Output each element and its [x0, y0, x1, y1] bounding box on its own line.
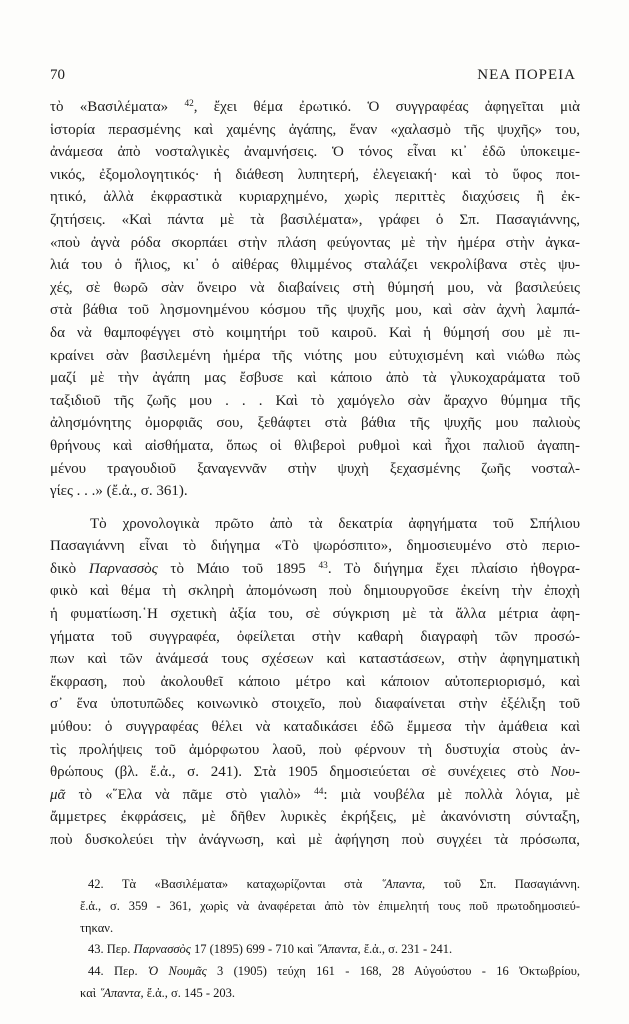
text-line	[50, 716, 580, 739]
text-line	[50, 367, 580, 390]
text-run: δικὸ	[50, 560, 89, 577]
text-line	[50, 435, 580, 458]
text-run: ταξιδιοῦ τῆς ζωῆς μου . . . Καὶ τὸ χαμόγελο σὰν ἄραχνο θύμημα τῆς	[50, 392, 580, 409]
text-run: ἀνάμεσα ἀπὸ νοσταλγικὲς ἀναμνήσεις. Ὁ τόνος εἶναι κι᾽ ἐδῶ ὑποκειμε-	[50, 144, 580, 161]
text-run: ἔκφραση, ποὺ ἀκολουθεῖ κάποιο μέτρο καὶ κάποιον αὐτοπεριορισμό, καὶ	[50, 673, 580, 690]
text-run: 17 (1895) 699 - 710 καὶ	[190, 942, 317, 957]
footnote-43	[80, 939, 580, 961]
text-run: τὶς προλήψεις τοῦ ἀμόρφωτου λαοῦ, ποὺ φέρνουν τὴ δυστυχία στοὺς ἀν-	[50, 741, 580, 758]
text-run: τὸ Μάιο τοῦ 1895	[157, 560, 319, 577]
text-run: 43. Περ.	[88, 942, 134, 957]
text-run: τὸ «Βασιλέματα»	[50, 99, 185, 115]
text-line	[50, 164, 580, 187]
text-run: ζητήσεις. «Καὶ πάντα μὲ τὰ βασιλέματα», γράφει ὁ Σπ. Πασαγιάννης,	[50, 211, 580, 228]
italic-text: Νου-	[550, 764, 580, 781]
text-line	[50, 322, 580, 345]
text-run: μένου τραγουδιοῦ ξαναγεννᾶν στὴν ψυχὴ ξεχασμένης ζωῆς νοσταλ-	[50, 460, 580, 477]
text-run: «ποὺ ἀγνὰ ρόδα σκορπάει στὴν πλάση φεύγοντας μὲ τὴν ἡμέρα στὴν ἀγκα-	[50, 234, 580, 251]
text-line	[50, 480, 580, 503]
text-run: ἔ.ἀ., σ. 145 - 203.	[143, 985, 236, 1000]
text-run: 42. Τὰ «Βασιλέματα» καταχωρίζονται στὰ	[88, 877, 381, 891]
text-line	[50, 535, 580, 558]
paragraph-psorospito	[50, 513, 580, 852]
text-run: τηκαν.	[80, 920, 114, 935]
text-run: ἀλησμόνητης ὀμορφιᾶς σου, ξεθάφτει στὰ βάθια τῆς ψυχῆς μου παλιοὺς	[50, 415, 580, 432]
text-run: ητικό, ἀλλὰ ἐκφραστικὰ κυριαρχημένο, χωρὶς περιττὲς διαχύσεις ἢ ἐκ-	[50, 189, 580, 206]
italic-text: Παρνασσὸς	[133, 942, 191, 957]
text-run: γίες . . .» (ἔ.ἀ., σ. 361).	[50, 483, 188, 500]
text-run: θρήνους καὶ αἰσθήματα, ὅπως οἱ θλιβεροὶ ρυθμοὶ καὶ ἦχοι παλιοῦ ἀγαπη-	[50, 437, 580, 454]
italic-text: Ὁ Νουμᾶς	[147, 964, 207, 979]
text-run: γήματα τοῦ συγγραφέα, ὀφείλεται στὴν καθαρὴ διαγραφὴ τῶν προσώ-	[50, 628, 580, 645]
text-run: χές, σὲ θωρῶ σὰν ὄνειρο νὰ διαβαίνεις στὴ θύμησή μου, νὰ βασιλεύεις	[50, 279, 580, 296]
footnote-reference: 43	[318, 560, 328, 571]
text-run: ἔ.ἀ., σ. 359 - 361, χωρὶς νὰ ἀναφέρεται ἀπὸ τὸν ἐπιμελητή τους ποῦ πρωτοδημοσιεύ-	[80, 898, 580, 913]
footnote-reference: 42	[184, 98, 194, 109]
text-line	[50, 141, 580, 164]
page-number: 70	[50, 67, 65, 83]
text-run: μαζί μὲ τὴν ἀγάπη μας ἔσβυσε καὶ κάποιο ἀπὸ τὰ γλυκοχαράματα τοῦ	[50, 370, 580, 387]
text-line	[50, 761, 580, 784]
text-line	[50, 232, 580, 255]
text-run: πων καὶ τῶν ἀνάμεσά τους σχέσεων καὶ καταστάσεων, στὴν ἀφηγηματικὴ	[50, 651, 580, 668]
text-line	[50, 345, 580, 368]
text-run: κραίνει σὰν βασιλεμένη ἡμέρα τῆς νιότης μου εὐτυχισμένη καὶ νιώθω πὼς	[50, 347, 580, 364]
text-run: θρώπους (βλ. ἔ.ἀ., σ. 241). Στὰ 1905 δημοσιεύεται σὲ συνέχειες στὸ	[50, 764, 551, 781]
italic-text: Παρνασσὸς	[88, 560, 158, 577]
text-run: ἄμμετρες ἐκφράσεις, μὲ δῆθεν λυρικὲς ἐκρήξεις, μὲ ἀκανόνιστη σύνταξη,	[50, 809, 580, 826]
text-run: ποὺ δυσκολεύει τὴν ἀνάγνωση, καὶ μὲ ἀφήγηση ποὺ συγχέει τὰ πρόσωπα,	[50, 832, 580, 848]
text-line	[50, 693, 580, 716]
text-run: , ἔχει θέμα ἐρωτικό. Ὁ συγγραφέας ἀφηγεῖται μιὰ	[193, 99, 580, 115]
text-line	[50, 671, 580, 694]
text-run: 44. Περ.	[88, 964, 148, 979]
text-line	[50, 412, 580, 435]
text-line	[50, 626, 580, 649]
text-line	[50, 603, 580, 626]
text-line	[50, 648, 580, 671]
footnote-reference: 44	[314, 786, 324, 797]
text-line	[50, 119, 580, 142]
text-line	[50, 829, 580, 852]
text-line	[50, 558, 580, 581]
text-run: . Τὸ διήγημα ἔχει πλαίσιο ἠθογρα-	[327, 560, 580, 577]
text-line	[50, 784, 580, 807]
text-line	[50, 390, 580, 413]
text-line	[50, 458, 580, 481]
text-run: σ᾽ ἕνα ὑποτυπῶδες κοινωνικὸ στοιχεῖο, ποὺ διαφαίνεται στὴν ἐξέλιξη τοῦ	[50, 696, 580, 713]
running-header	[50, 64, 576, 86]
text-line	[50, 186, 580, 209]
text-line	[50, 806, 580, 829]
text-run: λιά του ὁ ἥλιος, κι᾽ ὁ αἰθέρας θλιμμένος σταλάζει νεκρολίβανα στὲς ψυ-	[50, 257, 580, 274]
text-run: φικὸ καὶ θέμα τὴ σκληρὴ ἀπομόνωση ποὺ δημιουργοῦσε ἐκείνη τὴν ἐποχὴ	[50, 583, 580, 600]
text-line	[50, 209, 580, 232]
text-run: ἱστορία περασμένης καὶ χαμένης ἀγάπης, ἕναν «χαλασμὸ τῆς ψυχῆς» του,	[50, 121, 580, 138]
text-run: μύθου: ὁ συγγραφέας θέλει νὰ καταδικάσει ἐδῶ ἔμμεσα τὴν ἀμάθεια καὶ	[50, 719, 580, 736]
text-line	[50, 739, 580, 762]
text-run: στὰ βάθια τοῦ λησμονημένου κόσμου τῆς ψυχῆς μου, καὶ σὰν ἀχνὴ λαμπά-	[50, 302, 580, 319]
text-line	[88, 939, 580, 961]
text-run: : μιὰ νουβέλα μὲ πολλὰ λόγια, μὲ	[323, 786, 580, 803]
text-line	[50, 299, 580, 322]
text-line	[80, 918, 580, 940]
text-line	[88, 874, 580, 896]
text-line	[50, 580, 580, 603]
text-run: Πασαγιάννη εἶναι τὸ διήγημα «Τὸ ψωρόσπιτο», δημοσιευμένο στὸ περιο-	[50, 538, 580, 555]
text-run: Τὸ χρονολογικὰ πρῶτο ἀπὸ τὰ δεκατρία ἀφηγήματα τοῦ Σπήλιου	[90, 515, 580, 532]
body-text	[50, 96, 580, 852]
italic-text: ῞Απαντα,	[380, 877, 426, 891]
text-run: ἡ φυματίωση.῾Η σχετικὴ ἀξία του, σὲ σύγκριση μὲ τὰ ἄλλα μέτρια ἀφη-	[50, 606, 580, 623]
text-line	[80, 896, 580, 918]
footnote-42	[80, 874, 580, 939]
text-run: ἔ.ἀ., σ. 231 - 241.	[360, 942, 453, 957]
text-run: τοῦ Σπ. Πασαγιάννη.	[425, 877, 580, 891]
footnote-44	[80, 961, 580, 1005]
text-run: δα νὰ θαμποφέγγει στὸ κοιμητήρι τοῦ καιροῦ. Καὶ ἡ θύμησή σου μὲ πι-	[50, 324, 580, 341]
paragraph-vasilemata	[50, 96, 580, 503]
text-line	[50, 96, 580, 119]
text-line	[50, 277, 580, 300]
text-line	[90, 513, 580, 536]
text-line	[80, 983, 580, 1005]
footnotes	[80, 874, 580, 1005]
italic-text: ῞Απαντα,	[99, 985, 144, 1000]
text-run: τὸ «῞Ελα νὰ πᾶμε στὸ γιαλὸ»	[65, 786, 315, 803]
text-line	[50, 254, 580, 277]
running-title: ΝΕΑ ΠΟΡΕΙΑ	[477, 67, 576, 83]
text-run: νικός, ἐξομολογητικός· ἡ διάθεση λυπητερή, ἐλεγειακή· καὶ τὸ ὕφος ποι-	[50, 166, 580, 183]
text-run: καὶ	[80, 985, 100, 1000]
text-run: 3 (1905) τεύχη 161 - 168, 28 Αὐγούστου - 16 Ὀκτωβρίου,	[206, 964, 581, 979]
italic-text: ῞Απαντα,	[316, 942, 361, 957]
text-line	[88, 961, 580, 983]
italic-text: μᾶ	[50, 786, 66, 803]
